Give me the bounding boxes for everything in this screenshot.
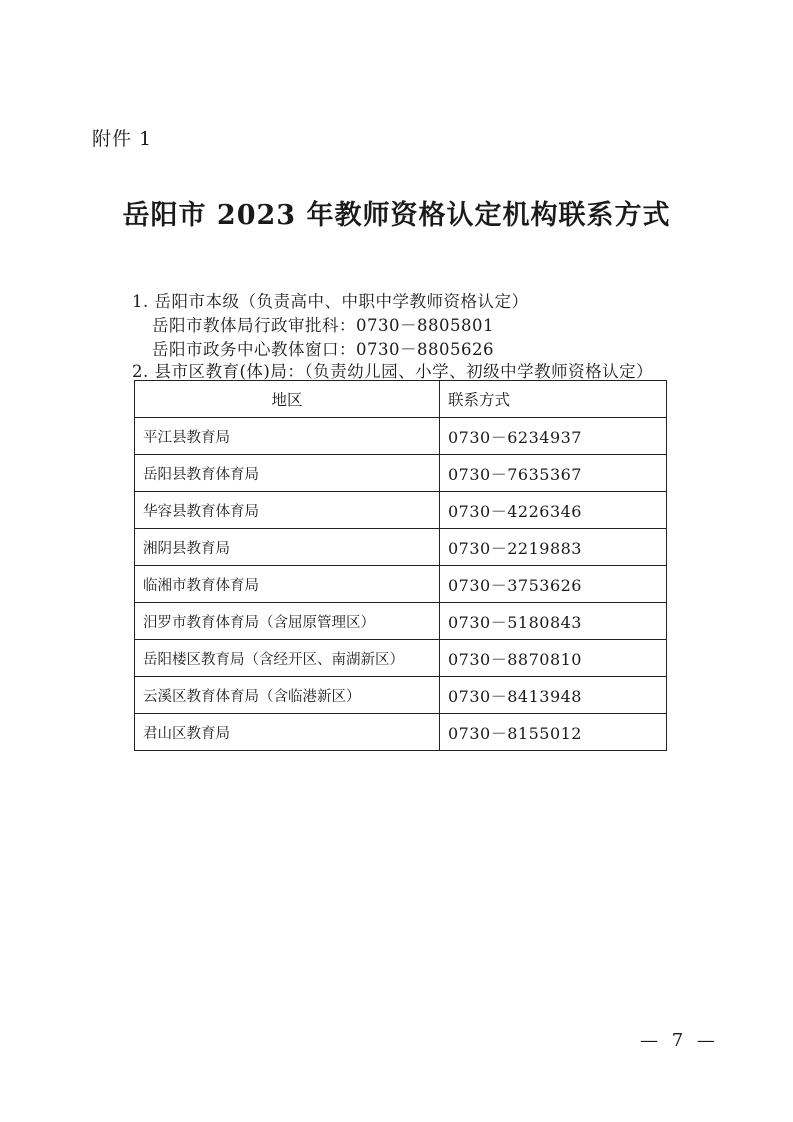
region-cell: 湘阴县教育局: [135, 529, 440, 566]
page-number: — 7 —: [640, 1030, 719, 1051]
phone-cell: 0730－8870810: [440, 640, 667, 677]
table-row: [135, 492, 667, 529]
phone-cell: 0730－8155012: [440, 714, 667, 751]
table-row: [135, 455, 667, 492]
region-cell: 君山区教育局: [135, 714, 440, 751]
phone-cell: 0730－7635367: [440, 455, 667, 492]
table-row: [135, 418, 667, 455]
table-row: [135, 714, 667, 751]
contact-line-service-window: 岳阳市政务中心教体窗口：0730－8805626: [152, 340, 494, 359]
region-cell: 华容县教育体育局: [135, 492, 440, 529]
table-row: [135, 529, 667, 566]
header-region: 地区: [135, 381, 440, 418]
phone-cell: 0730－5180843: [440, 603, 667, 640]
phone-cell: 0730－6234937: [440, 418, 667, 455]
section-item-2: 2. 县市区教育(体)局：（负责幼儿园、小学、初级中学教师资格认定）: [132, 362, 654, 381]
table-row: [135, 677, 667, 714]
table-row: [135, 566, 667, 603]
phone-cell: 0730－8413948: [440, 677, 667, 714]
region-cell: 岳阳楼区教育局（含经开区、南湖新区）: [135, 640, 440, 677]
table-header-row: [135, 381, 667, 418]
phone-cell: 0730－3753626: [440, 566, 667, 603]
table-row: [135, 640, 667, 677]
attachment-label: 附件 1: [92, 128, 153, 150]
table-row: [135, 603, 667, 640]
region-cell: 临湘市教育体育局: [135, 566, 440, 603]
phone-cell: 0730－4226346: [440, 492, 667, 529]
section-item-1: 1. 岳阳市本级（负责高中、中职中学教师资格认定）: [132, 292, 529, 311]
region-cell: 平江县教育局: [135, 418, 440, 455]
region-cell: 汨罗市教育体育局（含屈原管理区）: [135, 603, 440, 640]
region-cell: 云溪区教育体育局（含临港新区）: [135, 677, 440, 714]
document-title: 岳阳市 2023 年教师资格认定机构联系方式: [122, 200, 671, 231]
header-contact: 联系方式: [440, 381, 667, 418]
contact-table: [134, 380, 667, 751]
contact-line-approval: 岳阳市教体局行政审批科：0730－8805801: [152, 316, 494, 335]
region-cell: 岳阳县教育体育局: [135, 455, 440, 492]
phone-cell: 0730－2219883: [440, 529, 667, 566]
